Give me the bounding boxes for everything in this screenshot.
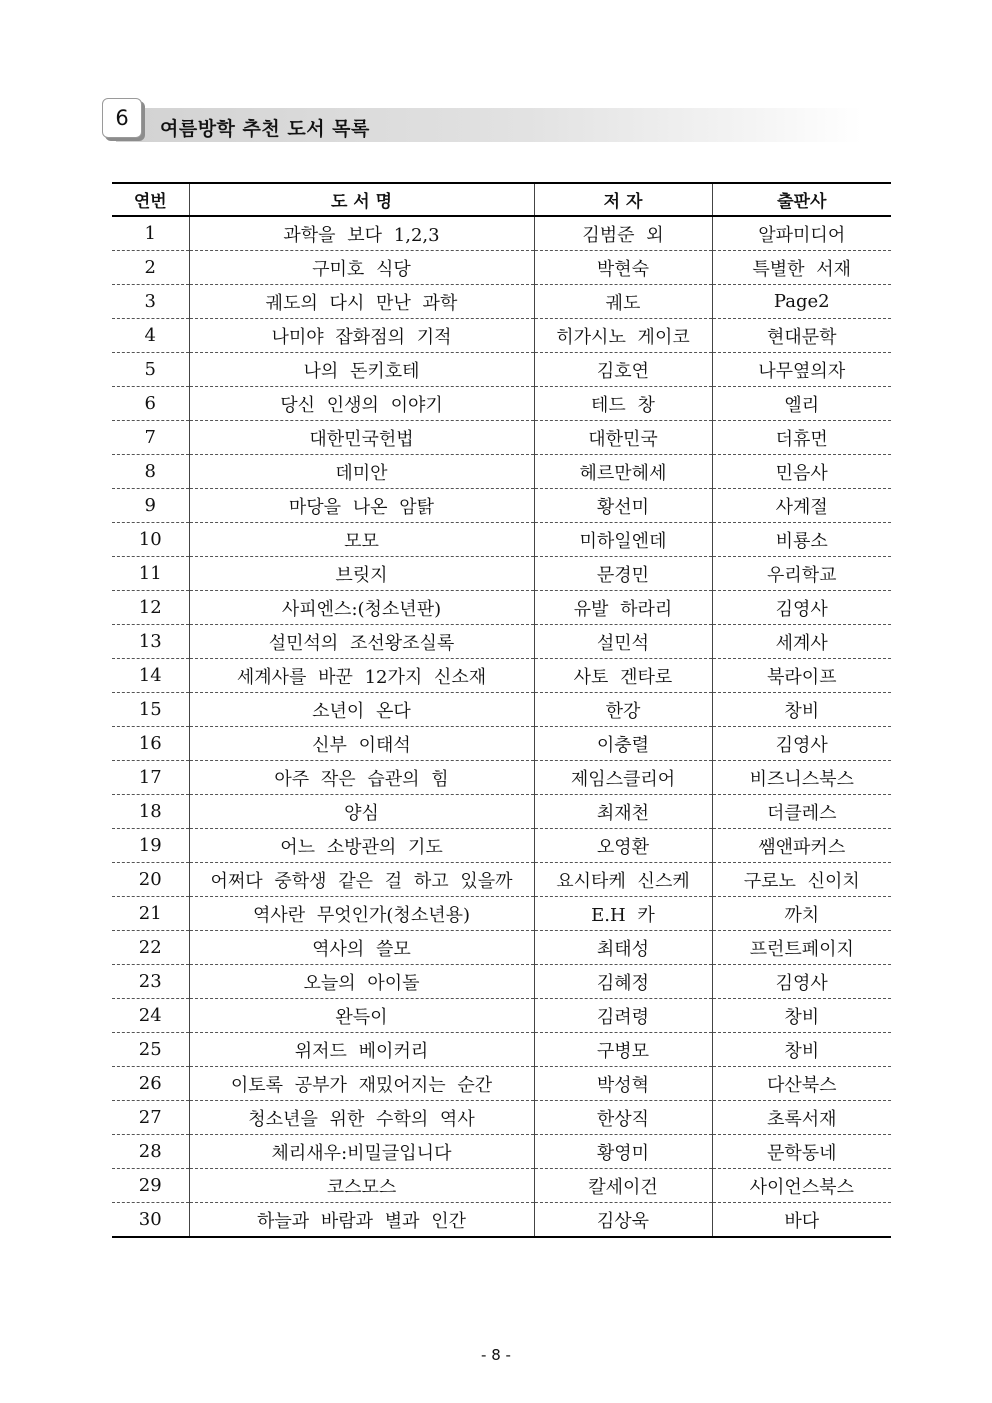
cell-no: 24 <box>112 999 189 1033</box>
cell-no: 7 <box>112 421 189 455</box>
cell-no: 21 <box>112 897 189 931</box>
cell-title: 세계사를 바꾼 12가지 신소재 <box>189 659 534 693</box>
table-row <box>112 863 891 897</box>
section-heading <box>102 98 862 146</box>
table-row <box>112 353 891 387</box>
cell-no: 4 <box>112 319 189 353</box>
cell-author: 구병모 <box>534 1033 712 1067</box>
cell-no: 5 <box>112 353 189 387</box>
cell-author: 박성혁 <box>534 1067 712 1101</box>
cell-author: 미하일엔데 <box>534 523 712 557</box>
cell-author: E.H 카 <box>534 897 712 931</box>
cell-title: 이토록 공부가 재밌어지는 순간 <box>189 1067 534 1101</box>
cell-author: 칼세이건 <box>534 1169 712 1203</box>
cell-publisher: 바다 <box>712 1203 891 1238</box>
cell-no: 23 <box>112 965 189 999</box>
cell-publisher: 우리학교 <box>712 557 891 591</box>
cell-publisher: 사이언스북스 <box>712 1169 891 1203</box>
table-row <box>112 319 891 353</box>
cell-no: 16 <box>112 727 189 761</box>
cell-no: 14 <box>112 659 189 693</box>
cell-publisher: 구로노 신이치 <box>712 863 891 897</box>
cell-publisher: 특별한 서재 <box>712 251 891 285</box>
cell-title: 나의 돈키호테 <box>189 353 534 387</box>
cell-no: 18 <box>112 795 189 829</box>
cell-title: 소년이 온다 <box>189 693 534 727</box>
table-row <box>112 489 891 523</box>
table-row <box>112 931 891 965</box>
cell-author: 문경민 <box>534 557 712 591</box>
cell-title: 사피엔스:(청소년판) <box>189 591 534 625</box>
cell-author: 김범준 외 <box>534 216 712 251</box>
cell-publisher: 엘리 <box>712 387 891 421</box>
table-row <box>112 727 891 761</box>
cell-publisher: 현대문학 <box>712 319 891 353</box>
table-row <box>112 897 891 931</box>
table-row <box>112 1101 891 1135</box>
cell-no: 8 <box>112 455 189 489</box>
cell-author: 한강 <box>534 693 712 727</box>
cell-no: 29 <box>112 1169 189 1203</box>
table-row <box>112 216 891 251</box>
cell-no: 3 <box>112 285 189 319</box>
cell-title: 코스모스 <box>189 1169 534 1203</box>
cell-no: 6 <box>112 387 189 421</box>
cell-publisher: 김영사 <box>712 591 891 625</box>
header-title: 도 서 명 <box>189 183 534 216</box>
cell-no: 22 <box>112 931 189 965</box>
cell-author: 최태성 <box>534 931 712 965</box>
table-row <box>112 421 891 455</box>
table-row <box>112 1203 891 1238</box>
cell-author: 유발 하라리 <box>534 591 712 625</box>
table-row <box>112 591 891 625</box>
cell-author: 사토 겐타로 <box>534 659 712 693</box>
cell-title: 위저드 베이커리 <box>189 1033 534 1067</box>
table-row <box>112 795 891 829</box>
cell-author: 김상욱 <box>534 1203 712 1238</box>
cell-publisher: 사계절 <box>712 489 891 523</box>
table-row <box>112 693 891 727</box>
table-row <box>112 761 891 795</box>
cell-publisher: 비즈니스북스 <box>712 761 891 795</box>
table-row <box>112 1135 891 1169</box>
cell-title: 마당을 나온 암탉 <box>189 489 534 523</box>
cell-publisher: 까치 <box>712 897 891 931</box>
table-row <box>112 523 891 557</box>
cell-publisher: 쌤앤파커스 <box>712 829 891 863</box>
cell-author: 궤도 <box>534 285 712 319</box>
cell-title: 완득이 <box>189 999 534 1033</box>
cell-publisher: 문학동네 <box>712 1135 891 1169</box>
table-row <box>112 1169 891 1203</box>
table-row <box>112 659 891 693</box>
table-row <box>112 999 891 1033</box>
cell-publisher: 김영사 <box>712 727 891 761</box>
book-list-table <box>112 182 891 1238</box>
cell-author: 히가시노 게이코 <box>534 319 712 353</box>
table-row <box>112 285 891 319</box>
table-row <box>112 829 891 863</box>
cell-author: 박현숙 <box>534 251 712 285</box>
cell-no: 2 <box>112 251 189 285</box>
cell-no: 28 <box>112 1135 189 1169</box>
cell-title: 브릿지 <box>189 557 534 591</box>
cell-title: 어쩌다 중학생 같은 걸 하고 있을까 <box>189 863 534 897</box>
cell-no: 1 <box>112 216 189 251</box>
cell-publisher: 알파미디어 <box>712 216 891 251</box>
table-row <box>112 557 891 591</box>
section-number-badge: 6 <box>102 98 142 138</box>
cell-author: 헤르만헤세 <box>534 455 712 489</box>
cell-no: 9 <box>112 489 189 523</box>
cell-publisher: Page2 <box>712 285 891 319</box>
cell-no: 27 <box>112 1101 189 1135</box>
header-no: 연번 <box>112 183 189 216</box>
cell-title: 궤도의 다시 만난 과학 <box>189 285 534 319</box>
header-author: 저 자 <box>534 183 712 216</box>
cell-title: 양심 <box>189 795 534 829</box>
cell-no: 26 <box>112 1067 189 1101</box>
cell-no: 17 <box>112 761 189 795</box>
cell-no: 10 <box>112 523 189 557</box>
cell-author: 황영미 <box>534 1135 712 1169</box>
table-header-row <box>112 183 891 216</box>
cell-title: 청소년을 위한 수학의 역사 <box>189 1101 534 1135</box>
cell-title: 체리새우:비밀글입니다 <box>189 1135 534 1169</box>
table-row <box>112 387 891 421</box>
cell-title: 역사의 쓸모 <box>189 931 534 965</box>
cell-no: 19 <box>112 829 189 863</box>
cell-publisher: 창비 <box>712 999 891 1033</box>
cell-publisher: 비룡소 <box>712 523 891 557</box>
cell-publisher: 프런트페이지 <box>712 931 891 965</box>
page-number: - 8 - <box>481 1346 511 1364</box>
cell-author: 테드 창 <box>534 387 712 421</box>
cell-title: 대한민국헌법 <box>189 421 534 455</box>
cell-no: 15 <box>112 693 189 727</box>
cell-title: 아주 작은 습관의 힘 <box>189 761 534 795</box>
table-row <box>112 455 891 489</box>
cell-publisher: 나무옆의자 <box>712 353 891 387</box>
cell-title: 어느 소방관의 기도 <box>189 829 534 863</box>
cell-title: 구미호 식당 <box>189 251 534 285</box>
cell-publisher: 창비 <box>712 1033 891 1067</box>
section-title: 여름방학 추천 도서 목록 <box>160 118 370 140</box>
cell-author: 설민석 <box>534 625 712 659</box>
cell-title: 하늘과 바람과 별과 인간 <box>189 1203 534 1238</box>
cell-title: 모모 <box>189 523 534 557</box>
cell-author: 최재천 <box>534 795 712 829</box>
cell-title: 신부 이태석 <box>189 727 534 761</box>
cell-no: 11 <box>112 557 189 591</box>
cell-title: 당신 인생의 이야기 <box>189 387 534 421</box>
cell-author: 김호연 <box>534 353 712 387</box>
table-row <box>112 965 891 999</box>
cell-publisher: 초록서재 <box>712 1101 891 1135</box>
cell-author: 제임스클리어 <box>534 761 712 795</box>
cell-no: 20 <box>112 863 189 897</box>
cell-no: 13 <box>112 625 189 659</box>
cell-author: 김혜정 <box>534 965 712 999</box>
table-row <box>112 625 891 659</box>
cell-author: 한상직 <box>534 1101 712 1135</box>
cell-publisher: 더클레스 <box>712 795 891 829</box>
table-row <box>112 1067 891 1101</box>
header-publisher: 출판사 <box>712 183 891 216</box>
table-row <box>112 1033 891 1067</box>
cell-no: 12 <box>112 591 189 625</box>
cell-author: 오영환 <box>534 829 712 863</box>
cell-no: 25 <box>112 1033 189 1067</box>
cell-title: 나미야 잡화점의 기적 <box>189 319 534 353</box>
cell-title: 오늘의 아이돌 <box>189 965 534 999</box>
cell-title: 과학을 보다 1,2,3 <box>189 216 534 251</box>
cell-title: 설민석의 조선왕조실록 <box>189 625 534 659</box>
cell-author: 김려령 <box>534 999 712 1033</box>
table-row <box>112 251 891 285</box>
cell-title: 역사란 무엇인가(청소년용) <box>189 897 534 931</box>
cell-publisher: 민음사 <box>712 455 891 489</box>
cell-publisher: 북라이프 <box>712 659 891 693</box>
cell-publisher: 창비 <box>712 693 891 727</box>
cell-title: 데미안 <box>189 455 534 489</box>
cell-author: 이충렬 <box>534 727 712 761</box>
cell-publisher: 다산북스 <box>712 1067 891 1101</box>
cell-author: 요시타케 신스케 <box>534 863 712 897</box>
cell-author: 황선미 <box>534 489 712 523</box>
cell-publisher: 세계사 <box>712 625 891 659</box>
cell-author: 대한민국 <box>534 421 712 455</box>
cell-no: 30 <box>112 1203 189 1238</box>
cell-publisher: 김영사 <box>712 965 891 999</box>
cell-publisher: 더휴먼 <box>712 421 891 455</box>
